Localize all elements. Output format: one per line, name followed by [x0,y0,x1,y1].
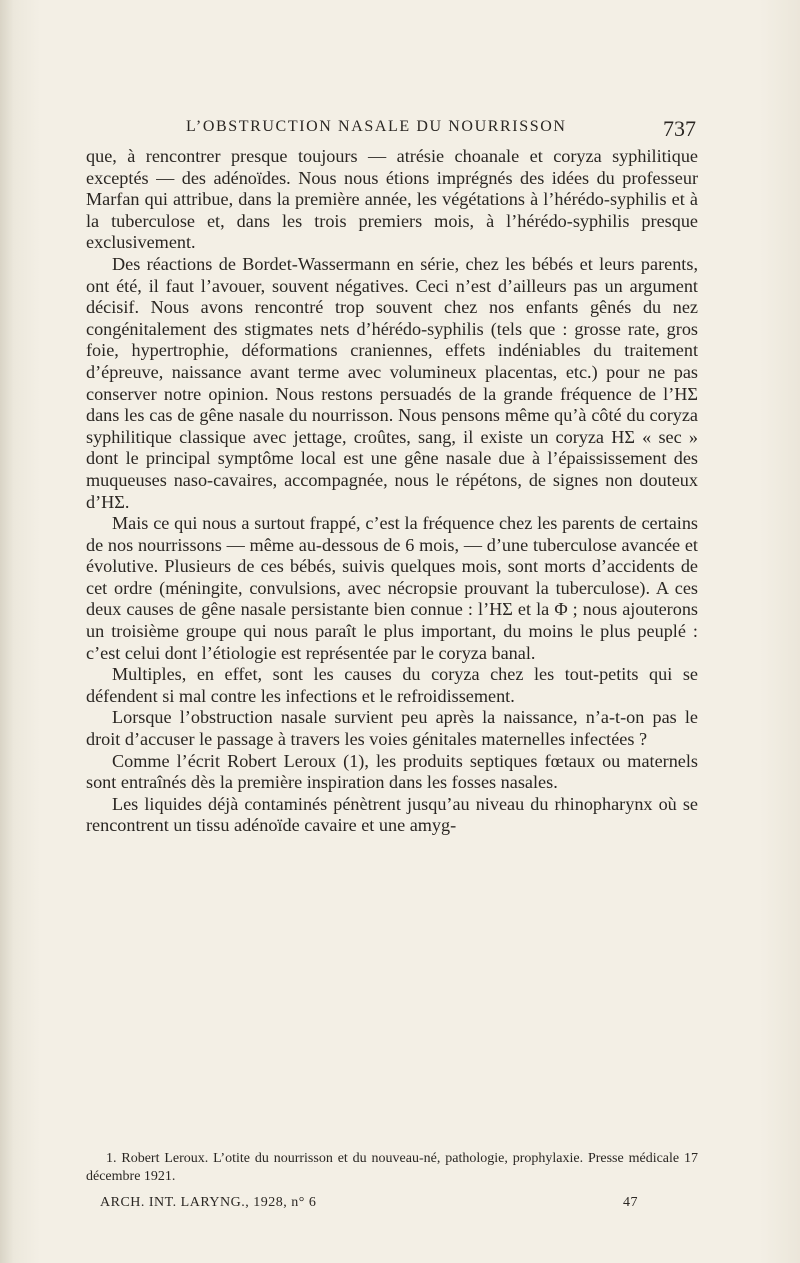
page-header [86,116,696,142]
footnote [86,1150,698,1186]
paragraph: Multiples, en effet, sont les causes du coryza chez les tout-petits qui se défendent si mal contre les infections et le refroidissement. [86,664,698,706]
page-footer [100,1195,660,1215]
page-number: 737 [663,116,696,141]
journal-reference: ARCH. INT. LARYNG., 1928, n° 6 [100,1195,317,1210]
running-title: L’OBSTRUCTION NASALE DU NOURRISSON [186,118,567,135]
footnote-text: 1. Robert Leroux. L’otite du nourrisson et du nouveau-né, pathologie, prophylaxie. Presse médicale 17 décembre 1921. [86,1151,698,1184]
paragraph: Lorsque l’obstruction nasale survient peu après la naissance, n’a-t-on pas le droit d’accuser le passage à travers les voies génitales maternelles infectées ? [86,707,698,750]
sheet-number: 47 [623,1195,638,1210]
paragraph: Des réactions de Bordet-Wassermann en série, chez les bébés et leurs parents, ont été, il faut l’avouer, souvent négatives. Ceci n’est d’ailleurs pas un argument décisif. Nous avons rencontré trop souvent chez nos enfants gênés du nez congénitalement des stigmates nets d’hérédo-syphilis (tels que : grosse rate, gros foie, hypertrophie, déformations craniennes, effets indéniables du traitement d’épreuve, naissance avant terme avec volumineux placentas, etc.) pour ne pas conserver notre opinion. Nous restons persuadés de la grande fréquence de l’HΣ dans les cas de gêne nasale du nourrisson. Nous pensons même qu’à côté du coryza syphilitique classique avec jettage, croûtes, sang, il existe un coryza HΣ « sec » dont le principal symptôme local est une gêne nasale due à l’épaississement des muqueuses naso-cavaires, accompagnée, nous le répétons, de signes non douteux d’HΣ. [86,253,698,512]
paragraph: Comme l’écrit Robert Leroux (1), les produits septiques fœtaux ou maternels sont entraînés dès la première inspiration dans les fosses nasales. [86,750,698,793]
body-text [86,146,698,837]
paragraph: que, à rencontrer presque toujours — atrésie choanale et coryza syphilitique exceptés — des adénoïdes. Nous nous étions imprégnés des idées du professeur Marfan qui attribue, dans la première année, les végétations à l’hérédo-syphilis et à la tuberculose et, dans les trois premiers mois, à l’hérédo-syphilis presque exclusivement. [86,146,698,253]
paragraph: Les liquides déjà contaminés pénètrent jusqu’au niveau du rhinopharynx où se rencontrent un tissu adénoïde cavaire et une amyg- [86,793,698,836]
paragraph: Mais ce qui nous a surtout frappé, c’est la fréquence chez les parents de certains de nos nourrissons — même au-dessous de 6 mois, — d’une tuberculose avancée et évolutive. Plusieurs de ces bébés, suivis quelques mois, sont morts d’accidents de cet ordre (méningite, convulsions, avec nécropsie prouvant la tuberculose). A ces deux causes de gêne nasale persistante bien connue : l’HΣ et la Φ ; nous ajouterons un troisième groupe qui nous paraît le plus important, du moins le plus peuplé : c’est celui dont l’étiologie est représentée par le coryza banal. [86,513,698,663]
